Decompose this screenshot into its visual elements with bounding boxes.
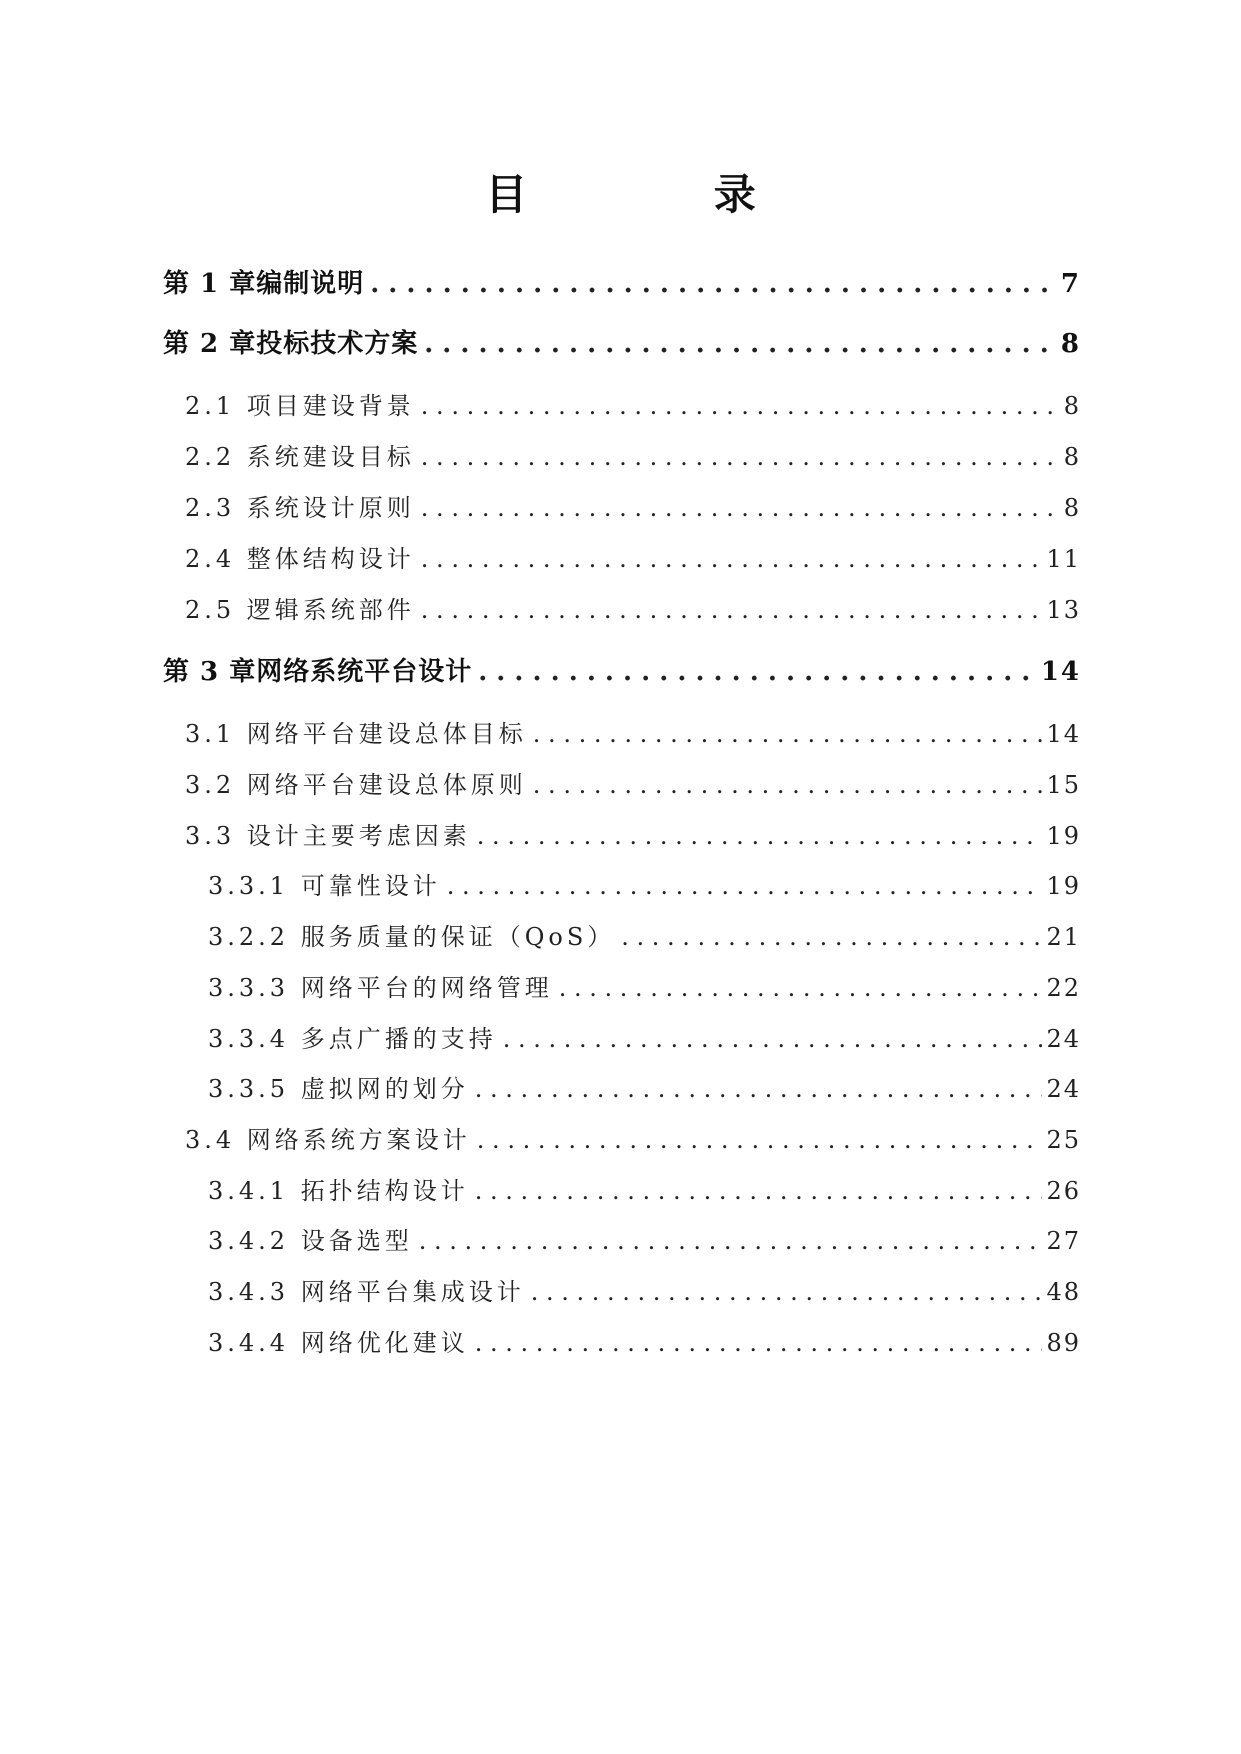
toc-entry[interactable] [163, 264, 1081, 304]
toc-leader-dots [503, 1019, 1043, 1059]
toc-entry-label: 第 2 章投标技术方案 [163, 329, 419, 359]
toc-entry-label: 3.3.4 多点广播的支持 [208, 1025, 497, 1053]
toc-page-number: 14 [1040, 657, 1081, 687]
toc-leader-dots [421, 386, 1060, 426]
toc-leader-dots [531, 1272, 1043, 1312]
toc-entry[interactable] [185, 765, 1081, 805]
toc-leader-dots [533, 714, 1043, 754]
toc-entry-label: 第 3 章网络系统平台设计 [163, 657, 473, 687]
toc-leader-dots [421, 437, 1060, 477]
toc-entry[interactable] [163, 324, 1081, 364]
toc-leader-dots [477, 816, 1043, 856]
toc-page-number: 48 [1046, 1278, 1081, 1306]
toc-entry[interactable] [185, 386, 1081, 426]
toc-leader-dots [421, 488, 1060, 528]
toc-entry-label: 3.3.1 可靠性设计 [208, 872, 441, 900]
toc-page-number: 22 [1046, 974, 1081, 1002]
toc-entry-label: 2.4 整体结构设计 [185, 545, 415, 573]
toc-page-number: 8 [1063, 392, 1081, 420]
toc-leader-dots [533, 765, 1043, 805]
toc-entry[interactable] [185, 437, 1081, 477]
toc-leader-dots [477, 1120, 1043, 1160]
toc-entry[interactable] [208, 1272, 1081, 1312]
toc-leader-dots [559, 968, 1043, 1008]
toc-page-number: 21 [1046, 923, 1081, 951]
toc-entry[interactable] [163, 652, 1081, 692]
toc-leader-dots [478, 652, 1037, 692]
toc-leader-dots [421, 590, 1043, 630]
toc-entry-label: 3.3 设计主要考虑因素 [185, 822, 471, 850]
toc-entry-label: 2.2 系统建设目标 [185, 443, 415, 471]
toc-entry-label: 3.2 网络平台建设总体原则 [185, 771, 527, 799]
toc-entry[interactable] [185, 1120, 1081, 1160]
toc-page-number: 8 [1063, 443, 1081, 471]
toc-entry[interactable] [185, 488, 1081, 528]
toc-page-number: 15 [1046, 771, 1081, 799]
toc-leader-dots [419, 1221, 1043, 1261]
toc-entry[interactable] [208, 1069, 1081, 1109]
toc-page-number: 7 [1060, 269, 1081, 299]
toc-leader-dots [370, 264, 1057, 304]
toc-entry-label: 3.4.4 网络优化建议 [208, 1329, 469, 1357]
toc-leader-dots [424, 324, 1057, 364]
toc-page-number: 8 [1063, 494, 1081, 522]
toc-entry[interactable] [185, 714, 1081, 754]
toc-leader-dots [475, 1171, 1043, 1211]
toc-entry-label: 3.4.3 网络平台集成设计 [208, 1278, 525, 1306]
toc-leader-dots [421, 539, 1043, 579]
toc-entry[interactable] [208, 1323, 1081, 1363]
toc-entry-label: 3.3.5 虚拟网的划分 [208, 1075, 469, 1103]
toc-entry[interactable] [208, 1171, 1081, 1211]
toc-entry-label: 3.4 网络系统方案设计 [185, 1126, 471, 1154]
toc-page-number: 13 [1046, 596, 1081, 624]
toc-page-number: 26 [1046, 1177, 1081, 1205]
toc-page-number: 19 [1046, 872, 1081, 900]
toc-entry-label: 3.1 网络平台建设总体目标 [185, 720, 527, 748]
toc-leader-dots [447, 866, 1043, 906]
toc-entry[interactable] [185, 816, 1081, 856]
toc-page-number: 24 [1046, 1025, 1081, 1053]
toc-entry[interactable] [208, 968, 1081, 1008]
toc-entry-label: 2.1 项目建设背景 [185, 392, 415, 420]
toc-leader-dots [621, 917, 1042, 957]
toc-entry-label: 3.4.2 设备选型 [208, 1227, 413, 1255]
toc-entry-label: 3.2.2 服务质量的保证（QoS） [208, 923, 616, 951]
toc-entry-label: 2.5 逻辑系统部件 [185, 596, 415, 624]
toc-entry-label: 2.3 系统设计原则 [185, 494, 415, 522]
toc-entry[interactable] [185, 590, 1081, 630]
toc-page-number: 14 [1046, 720, 1081, 748]
toc-page-number: 24 [1046, 1075, 1081, 1103]
toc-entry-label: 3.4.1 拓扑结构设计 [208, 1177, 469, 1205]
toc-entry-label: 第 1 章编制说明 [163, 269, 365, 299]
toc-leader-dots [475, 1069, 1043, 1109]
toc-entry-label: 3.3.3 网络平台的网络管理 [208, 974, 553, 1002]
toc-entry[interactable] [208, 1019, 1081, 1059]
toc-page-number: 11 [1046, 545, 1081, 573]
toc-page-number: 8 [1060, 329, 1081, 359]
toc-entry[interactable] [208, 1221, 1081, 1261]
toc-entry[interactable] [208, 866, 1081, 906]
toc-entry[interactable] [208, 917, 1081, 957]
toc-entry[interactable] [185, 539, 1081, 579]
toc-page-number: 25 [1046, 1126, 1081, 1154]
toc-leader-dots [475, 1323, 1043, 1363]
toc-page-number: 27 [1046, 1227, 1081, 1255]
toc-page-number: 19 [1046, 822, 1081, 850]
toc-page-number: 89 [1046, 1329, 1081, 1357]
page-title: 目 录 [485, 170, 842, 219]
